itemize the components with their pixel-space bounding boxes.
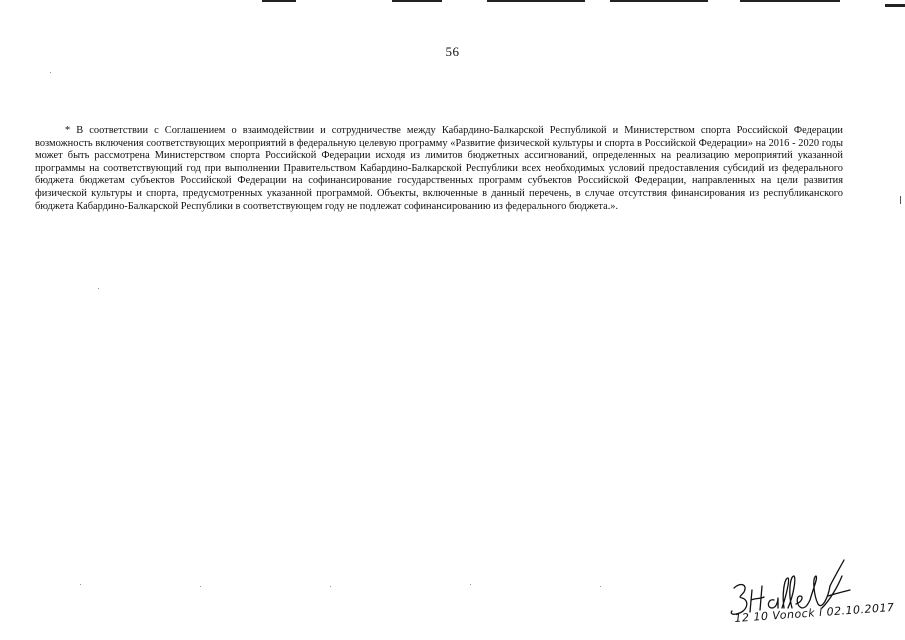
top-rule (885, 4, 905, 7)
scan-speck (470, 584, 471, 585)
top-rule (487, 0, 585, 2)
scan-speck (200, 586, 201, 587)
scan-speck (98, 288, 99, 289)
top-rule (262, 0, 296, 2)
footnote-text: * В соответствии с Соглашением о взаимодействии и сотрудничестве между Кабардино-Балкарской Республикой и Министерством спорта Российской Федерации возможность включения соответствующих мероприятий в федеральную целевую программу «Развитие физической культуры и спорта в Российской Федерации» на 2016 - 2020 годы может быть рассмотрена Министерством спорта Российской Федерации исходя из лимитов бюджетных ассигнований, определенных на реализацию мероприятий указанной программы на соответствующий год при выполнении Правительством Кабардино-Балкарской Республики всех необходимых условий предоставления субсидий из федерального бюджета бюджетам субъектов Российской Федерации на софинансирование государственных программ субъектов Российской Федерации, направленных на цели развития физической культуры и спорта, предусмотренных указанной программой. Объекты, включенные в данный перечень, в случае отсутствия финансирования из республиканского бюджета Кабардино-Балкарской Республики в соответствующем году не подлежат софинансированию из федерального бюджета.». (35, 125, 843, 212)
scan-speck (50, 72, 51, 73)
top-rule (610, 0, 708, 2)
top-rule (740, 0, 840, 2)
handwritten-signature (726, 556, 886, 640)
top-rule (392, 0, 442, 2)
edge-mark (900, 196, 901, 204)
scan-speck (600, 586, 601, 587)
scan-speck (330, 586, 331, 587)
page-number: 56 (445, 44, 460, 59)
signature-caption: 12 10 Vonock l 02.10.2017 (734, 600, 895, 625)
scan-speck (80, 584, 81, 585)
